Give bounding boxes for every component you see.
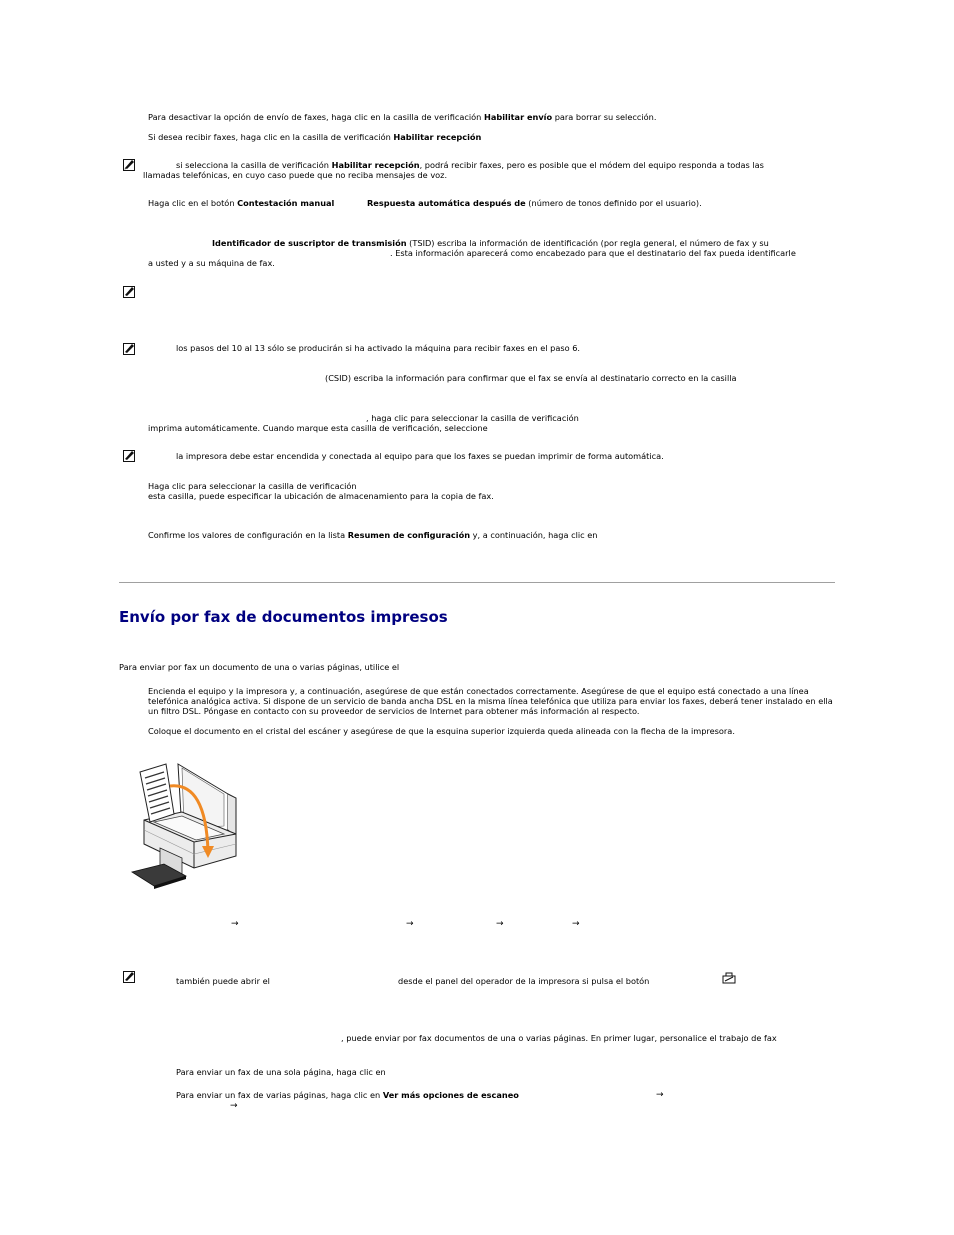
answer-mode-text: Haga clic en el botón Contestación manual bbox=[148, 198, 335, 208]
menu-arrow-icon: → bbox=[230, 1101, 238, 1111]
tsid-text-line2: . Esta información aparecerá como encabezado para que el destinatario del fax pueda identificarle bbox=[390, 248, 796, 258]
note-printer-text: la impresora debe estar encendida y conectada al equipo para que los faxes se puedan imprimir de forma automática. bbox=[176, 451, 664, 461]
multi-page-text: Para enviar un fax de varias páginas, haga clic en Ver más opciones de escaneo bbox=[176, 1090, 519, 1100]
note-pencil-icon bbox=[123, 159, 135, 171]
note-operator-panel-b: desde el panel del operador de la impresora si pulsa el botón bbox=[398, 976, 650, 986]
multi-page-info: , puede enviar por fax documentos de una o varias páginas. En primer lugar, personalice el trabajo de fax bbox=[341, 1033, 777, 1043]
tsid-text-line3: a usted y a su máquina de fax. bbox=[148, 258, 275, 268]
receive-fax-text: Si desea recibir faxes, haga clic en la casilla de verificación Habilitar recepción bbox=[148, 132, 482, 142]
section-divider bbox=[119, 582, 835, 583]
copy-fax-text-line2: esta casilla, puede especificar la ubicación de almacenamiento para la copia de fax. bbox=[148, 491, 494, 501]
menu-arrow-icon: → bbox=[656, 1090, 664, 1100]
note-operator-panel-a: también puede abrir el bbox=[176, 976, 270, 986]
note-pencil-icon bbox=[123, 450, 135, 462]
fax-button-icon bbox=[722, 972, 736, 984]
confirm-text: Confirme los valores de configuración en la lista Resumen de configuración y, a continuación, haga clic en bbox=[148, 530, 598, 540]
single-page-text: Para enviar un fax de una sola página, haga clic en bbox=[176, 1067, 386, 1077]
menu-arrow-icon: → bbox=[496, 919, 504, 929]
copy-fax-text: Haga clic para seleccionar la casilla de verificación bbox=[148, 481, 357, 491]
tsid-text: Identificador de suscriptor de transmisión (TSID) escriba la información de identificación (por regla general, el número de fax y su bbox=[212, 238, 769, 248]
auto-answer-text: Respuesta automática después de (número de tonos definido por el usuario). bbox=[367, 198, 702, 208]
step-power-on: Encienda el equipo y la impresora y, a continuación, asegúrese de que están conectados correctamente. Asegúrese de que el equipo está conectado a una línea telefónica analógica activa. Si dispone de un servicio de banda ancha DSL en la misma línea telefónica que utiliza para enviar los faxes, deberá tener instalado en ella un filtro DSL. Póngase en contacto con su proveedor de servicios de Internet para obtener más información al respecto. bbox=[148, 686, 833, 716]
disable-send-text: Para desactivar la opción de envío de faxes, haga clic en la casilla de verificación Habilitar envío para borrar su selección. bbox=[148, 112, 657, 122]
note-pencil-icon bbox=[123, 971, 135, 983]
auto-print-text: , haga clic para seleccionar la casilla de verificación bbox=[366, 413, 579, 423]
auto-print-text-line2: imprima automáticamente. Cuando marque esta casilla de verificación, seleccione bbox=[148, 423, 488, 433]
menu-arrow-icon: → bbox=[406, 919, 414, 929]
section-title: Envío por fax de documentos impresos bbox=[119, 608, 448, 626]
printer-scanner-illustration bbox=[124, 760, 242, 892]
note-receive-text: si selecciona la casilla de verificación Habilitar recepción, podrá recibir faxes, pero es posible que el módem del equipo responda a todas las bbox=[176, 160, 764, 170]
section-intro: Para enviar por fax un documento de una o varias páginas, utilice el bbox=[119, 662, 400, 672]
step-place-document: Coloque el documento en el cristal del escáner y asegúrese de que la esquina superior izquierda queda alineada con la flecha de la impresora. bbox=[148, 726, 735, 736]
note-receive-text-line2: llamadas telefónicas, en cuyo caso puede que no reciba mensajes de voz. bbox=[143, 170, 448, 180]
menu-arrow-icon: → bbox=[572, 919, 580, 929]
note-pencil-icon bbox=[123, 286, 135, 298]
note-steps-text: los pasos del 10 al 13 sólo se producirán si ha activado la máquina para recibir faxes en el paso 6. bbox=[176, 343, 581, 353]
note-pencil-icon bbox=[123, 343, 135, 355]
menu-arrow-icon: → bbox=[231, 919, 239, 929]
csid-text: (CSID) escriba la información para confirmar que el fax se envía al destinatario correcto en la casilla bbox=[325, 373, 737, 383]
